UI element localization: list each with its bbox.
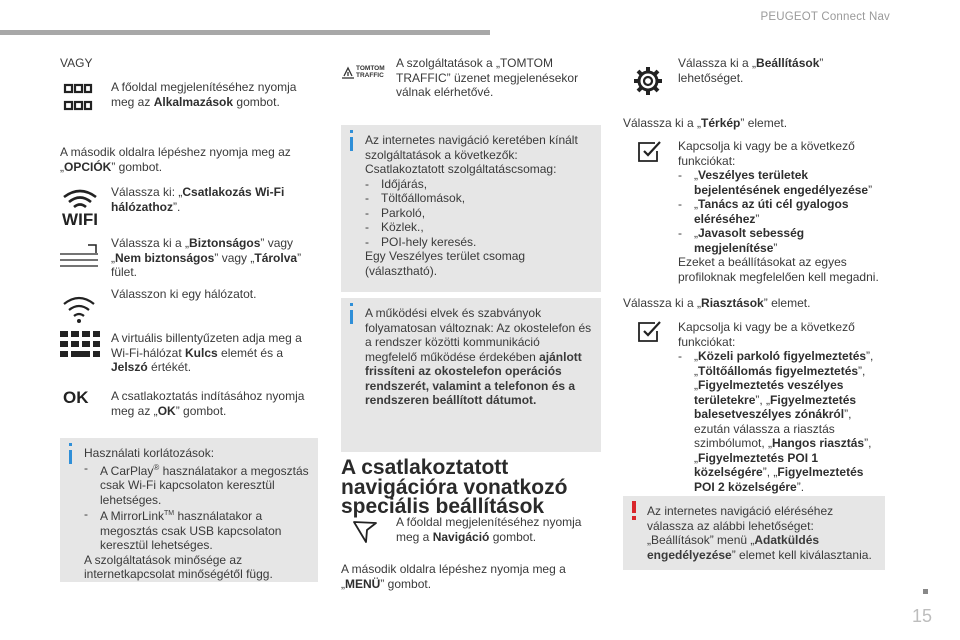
alerts-instruction: Válassza ki a „Riasztások” elemet. [623,296,811,310]
alerts-enable-text: Kapcsolja ki vagy be a következő funkciókat: [678,320,855,349]
keyboard-icon [60,331,100,357]
apps-grid-icon [63,83,93,111]
apps-instruction: A főoldal megjelenítéséhez nyomja meg az Alkalmazások gombot. [111,80,297,109]
list-item: - Töltőállomások, [365,191,595,206]
list-item: - POI-hely keresés. [365,235,595,250]
info-icon-bar [350,310,353,324]
standards-text: A működési elvek és szabványok folyamatosan változnak: Az okostelefon és a rendszer közötti kommunikáció megfelelő működése érdekében ajánlott frissíteni az okostelefon operációs rendszerét, valamint a telefonon és a rendszeren beállított dátumot. [365,306,592,407]
info-icon-dot [350,303,353,306]
settings-instruction: Válassza ki a „Beállítások” lehetőséget. [678,56,824,85]
section-heading: A csatlakoztatott navigációra vonatkozó speciális beállítások [341,456,568,518]
list-item: - Közlek., [365,220,595,235]
list-item: - A MirrorLink™ használatakor a megosztás csak USB kapcsolaton keresztül lehetséges. [84,507,312,553]
list-item: - Időjárás, [365,177,595,192]
wifi-lines-icon [58,242,100,268]
note-tail: Egy Veszélyes terület csomag (választható). [365,249,526,278]
options-instruction: A második oldalra lépéshez nyomja meg az „OPCIÓK” gombot. [60,145,291,174]
list-item: - „Javasolt sebesség megjelenítése” [678,226,883,255]
select-network-instruction: Válasszon ki egy hálózatot. [111,287,257,301]
checkbox-icon [636,140,662,164]
navigation-instruction: A főoldal megjelenítéséhez nyomja meg a Navigáció gombot. [396,515,582,544]
wifi-icon [58,185,102,227]
map-enable-text: Kapcsolja ki vagy be a következő funkciókat: [678,139,855,168]
security-tab-instruction: Válassza ki a „Biztonságos” vagy „Nem biztonságos” vagy „Tárolva” fület. [111,236,302,279]
alerts-options [678,320,886,494]
navigation-arrow-icon [352,518,378,544]
page-number: 15 [911,606,932,626]
list-item: - Parkoló, [365,206,595,221]
list-item: - A CarPlay® használatakor a megosztás csak Wi-Fi kapcsolaton keresztül lehetséges. [84,461,312,508]
internet-services-note [341,125,601,292]
standards-note [341,298,601,452]
info-icon-dot [69,443,72,446]
map-instruction: Válassza ki a „Térkép” elemet. [623,116,788,130]
usage-limits-note [60,438,318,582]
keyboard-instruction: A virtuális billentyűzeten adja meg a Wi-Fi-hálózat Kulcs elemét és a Jelszó értékét. [111,331,302,374]
menu-instruction: A második oldalra lépéshez nyomja meg a „MENÜ” gombot. [341,562,566,591]
internet-services-text [365,133,595,278]
map-options [678,139,883,284]
map-tail-text: Ezeket a beállításokat az egyes profiloknak megfelelően kell megadni. [678,255,879,284]
settings-gear-icon [633,66,663,96]
list-item: - „Közeli parkoló figyelmeztetés”, „Töltőállomás figyelmeztetés”, „Figyelmeztetés veszélyes területekre”, „Figyelmeztetés balesetveszélyes zónákról”, ezután válassza a riasztás szimbólumot, „Hangos riasztás”, „Figyelmeztetés POI 1 közelségére”, „Figyelmeztetés POI 2 közelségére”. [678,349,886,494]
wifi-signal-icon [61,294,97,324]
usage-limits-tail: A szolgáltatások minősége az internetkapcsolat minőségétől függ. [84,552,273,581]
tomtom-traffic-icon: TOMTOM TRAFFIC [341,60,387,82]
list-item: - „Veszélyes területek bejelentésének engedélyezése” [678,168,883,197]
note-intro: Az internetes navigáció keretében kínált szolgáltatások a következők: [365,133,578,162]
ok-icon: OK [63,388,89,407]
info-icon-bar [69,450,72,464]
svg-text:WIFI: WIFI [62,210,98,227]
usage-limits-text [84,446,312,582]
internet-warning-text: Az internetes navigáció eléréséhez válassza az alábbi lehetőséget: „Beállítások” menü „Adatküldés engedélyezése” elemet kell kiválasztania. [647,504,872,562]
note-package: Csatlakoztatott szolgáltatáscsomag: [365,162,557,176]
warning-icon-bar [632,501,636,513]
checkbox-icon [636,320,662,344]
warning-icon-dot [632,516,636,520]
internet-warning-note [623,496,885,570]
wifi-connect-instruction: Válassza ki: „Csatlakozás Wi-Fi hálózathoz”. [111,185,285,214]
ok-instruction: A csatlakoztatás indításához nyomja meg az „OK” gombot. [111,389,305,418]
info-icon-bar [350,137,353,151]
top-divider-bar [0,30,490,35]
usage-limits-title: Használati korlátozások: [84,446,215,460]
corner-marker [923,589,928,594]
header-title: PEUGEOT Connect Nav [760,11,890,23]
vagy-label: VAGY [60,56,93,70]
info-icon-dot [350,130,353,133]
list-item: - „Tanács az úti cél gyalogos eléréséhez” [678,197,883,226]
tomtom-instruction: A szolgáltatások a „TOMTOM TRAFFIC” üzenet megjelenésekor válnak elérhetővé. [396,56,579,99]
